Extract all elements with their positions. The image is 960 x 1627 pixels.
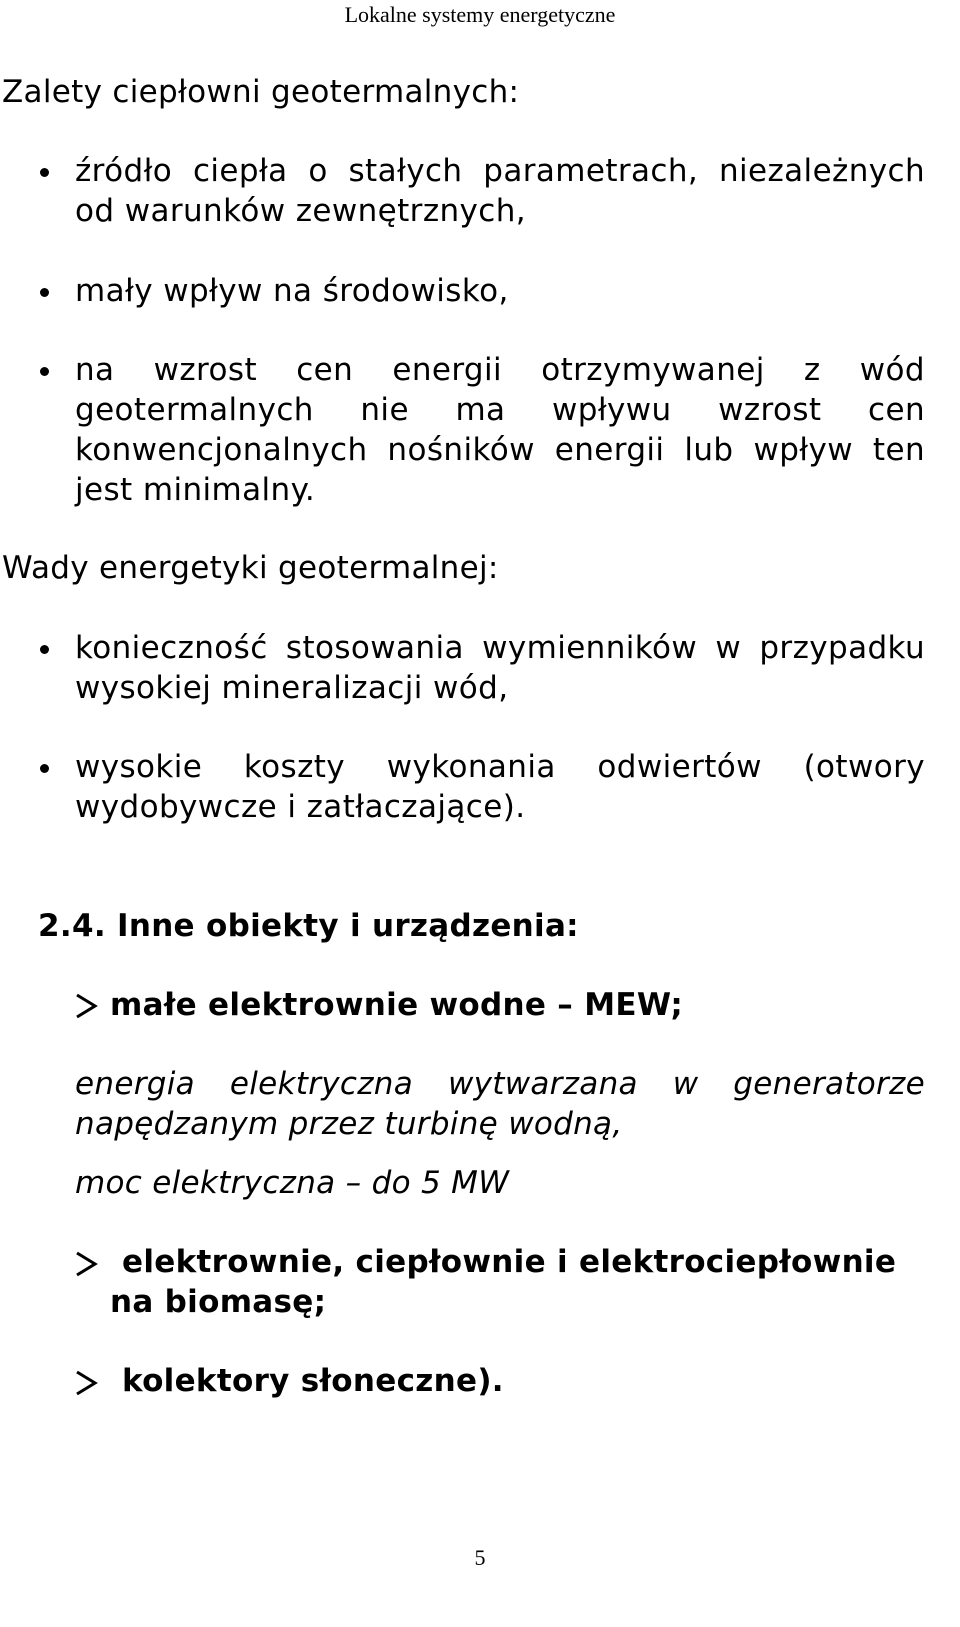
- list-item-label: elektrownie, ciepłownie i elektrociepłownie: [122, 1244, 897, 1280]
- disadvantages-heading: Wady energetyki geotermalnej:: [2, 550, 499, 586]
- list-item-label: kolektory słoneczne).: [122, 1363, 504, 1399]
- list-item-text: konwencjonalnych nośników energii lub wpływ ten: [75, 432, 925, 468]
- list-item-text: konieczność stosowania wymienników w przypadku: [75, 630, 925, 666]
- mew-description-line: energia elektryczna wytwarzana w generatorze: [75, 1066, 925, 1102]
- arrowhead-icon: [74, 992, 98, 1020]
- list-item-text: od warunków zewnętrznych,: [75, 193, 527, 229]
- arrowhead-icon: [74, 1250, 98, 1278]
- page-header: Lokalne systemy energetyczne: [344, 2, 616, 27]
- list-item-text: mały wpływ na środowisko,: [75, 273, 509, 309]
- mew-description-line: napędzanym przez turbinę wodną,: [75, 1106, 623, 1142]
- list-item-text: wysokie koszty wykonania odwiertów (otwory: [75, 749, 925, 785]
- list-item-text: geotermalnych nie ma wpływu wzrost cen: [75, 392, 925, 428]
- list-item-label: na biomasę;: [110, 1284, 327, 1320]
- list-item-text: wydobywcze i zatłaczające).: [75, 789, 526, 825]
- page-number: 5: [474, 1545, 486, 1570]
- bullet-icon: [40, 288, 49, 297]
- bullet-icon: [40, 645, 49, 654]
- section-heading: 2.4. Inne obiekty i urządzenia:: [38, 908, 579, 944]
- list-item-text: wysokiej mineralizacji wód,: [75, 670, 509, 706]
- list-item-text: na wzrost cen energii otrzymywanej z wód: [75, 352, 925, 388]
- list-item-text: źródło ciepła o stałych parametrach, niezależnych: [75, 153, 925, 189]
- mew-power: moc elektryczna – do 5 MW: [75, 1165, 510, 1201]
- advantages-heading: Zalety ciepłowni geotermalnych:: [2, 74, 520, 110]
- bullet-icon: [40, 764, 49, 773]
- arrowhead-icon: [74, 1369, 98, 1397]
- bullet-icon: [40, 367, 49, 376]
- list-item-label: małe elektrownie wodne – MEW;: [110, 987, 684, 1023]
- list-item-text: jest minimalny.: [75, 472, 316, 508]
- bullet-icon: [40, 168, 49, 177]
